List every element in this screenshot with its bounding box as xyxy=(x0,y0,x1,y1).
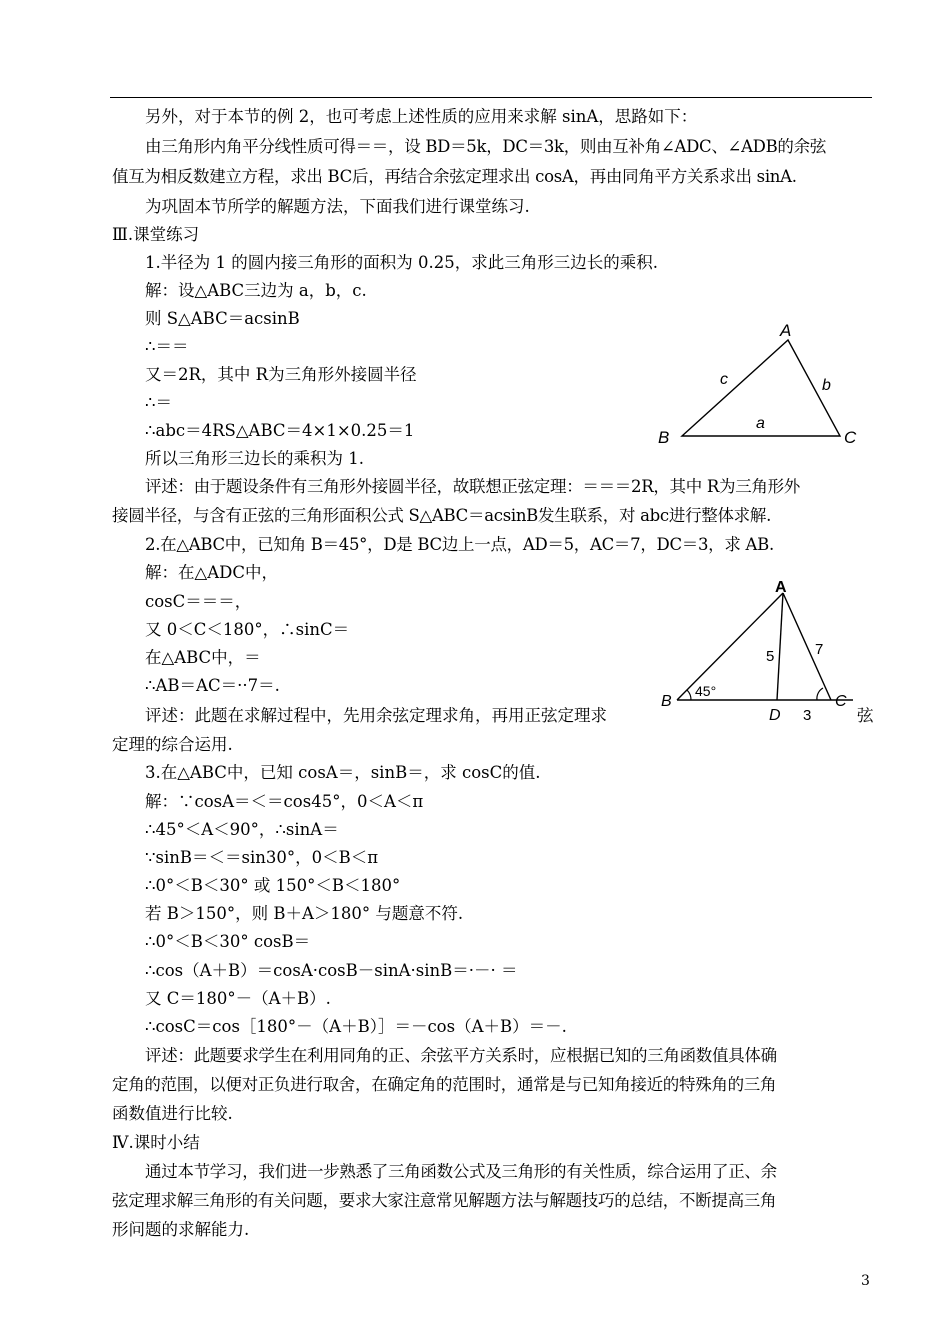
side-label-b: b xyxy=(822,377,831,394)
text-line: ∴＝＝ xyxy=(145,337,189,356)
text-line: 定理的综合运用. xyxy=(112,735,233,754)
problem-statement: 1.半径为 1 的圆内接三角形的面积为 0.25，求此三角形三边长的乘积. xyxy=(145,253,658,272)
text-line: 则 S△ABC＝acsinB xyxy=(145,309,300,328)
text-line: 评述：此题在求解过程中，先用余弦定理求角，再用正弦定理求 xyxy=(145,706,607,725)
segment-label-dc: 3 xyxy=(803,707,812,724)
header-rule xyxy=(110,97,872,98)
text-line: ∴＝ xyxy=(145,393,172,412)
text-line: ∴45°＜A＜90°，∴sinA＝ xyxy=(145,820,339,839)
text-line: ∴AB＝AC＝··7＝. xyxy=(145,676,280,695)
segment-label-ac: 7 xyxy=(815,641,824,658)
text-line: 解：∵cosA＝＜＝cos45°，0＜A＜π xyxy=(145,792,424,811)
text-line: 为巩固本节所学的解题方法，下面我们进行课堂练习. xyxy=(145,197,530,216)
text-line: 通过本节学习，我们进一步熟悉了三角函数公式及三角形的有关性质，综合运用了正、余 xyxy=(145,1162,777,1181)
text-line: 又＝2R，其中 R为三角形外接圆半径 xyxy=(145,365,417,384)
text-line: ∴0°＜B＜30° cosB＝ xyxy=(145,932,311,951)
problem-statement: 2.在△ABC中，已知角 B＝45°，D是 BC边上一点，AD＝5，AC＝7，DC＝3，求 AB. xyxy=(145,535,774,554)
side-label-a: a xyxy=(756,415,765,432)
triangle-abc-figure xyxy=(650,318,870,448)
page-number: 3 xyxy=(861,1273,870,1289)
vertex-label-c: C xyxy=(844,428,857,447)
text-line: 值互为相反数建立方程，求出 BC后，再结合余弦定理求出 cosA，再由同角平方关系求出 sinA. xyxy=(112,167,797,186)
segment-label-ad: 5 xyxy=(766,648,775,665)
text-line: ∴cos（A＋B）＝cosA·cosB－sinA·sinB＝·－· ＝ xyxy=(145,961,518,980)
text-line: 评述：此题要求学生在利用同角的正、余弦平方关系时，应根据已知的三角函数值具体确 xyxy=(145,1046,777,1065)
text-line: 另外，对于本节的例 2，也可考虑上述性质的应用来求解 sinA，思路如下： xyxy=(145,107,698,126)
side-label-c: c xyxy=(720,371,728,388)
vertex-label-b: B xyxy=(661,693,672,710)
section-heading: Ⅲ.课堂练习 xyxy=(112,225,200,244)
text-line: 函数值进行比较. xyxy=(112,1104,233,1123)
text-line: 形问题的求解能力. xyxy=(112,1220,250,1239)
text-line: 又 C＝180°－（A＋B）. xyxy=(145,989,331,1008)
text-line: cosC＝＝＝， xyxy=(145,592,252,611)
problem-statement: 3.在△ABC中，已知 cosA＝，sinB＝，求 cosC的值. xyxy=(145,763,541,782)
section-heading: Ⅳ.课时小结 xyxy=(112,1133,200,1152)
vertex-label-d: D xyxy=(769,707,781,724)
text-line: 所以三角形三边长的乘积为 1. xyxy=(145,449,364,468)
text-line: 又 0＜C＜180°，∴sinC＝ xyxy=(145,620,350,639)
text-line: 解：在△ADC中， xyxy=(145,563,278,582)
text-line: 弦定理求解三角形的有关问题，要求大家注意常见解题方法与解题技巧的总结，不断提高三角 xyxy=(112,1191,777,1210)
vertex-label-b: B xyxy=(658,428,670,447)
text-line: 由三角形内角平分线性质可得＝＝，设 BD＝5k，DC＝3k，则由互补角∠ADC、∠ADB的余弦 xyxy=(145,137,827,156)
text-line: ∴0°＜B＜30° 或 150°＜B＜180° xyxy=(145,876,401,895)
text-line: 接圆半径，与含有正弦的三角形面积公式 S△ABC＝acsinB发生联系，对 abc进行整体求解. xyxy=(112,506,772,525)
text-line: 若 B＞150°，则 B＋A＞180° 与题意不符. xyxy=(145,904,464,923)
text-line: 评述：由于题设条件有三角形外接圆半径，故联想正弦定理：＝＝＝2R，其中 R为三角形外 xyxy=(145,477,800,496)
vertex-label-a: A xyxy=(775,579,787,596)
text-line: ∵sinB＝＜＝sin30°，0＜B＜π xyxy=(145,848,379,867)
text-line: 在△ABC中，＝ xyxy=(145,648,261,667)
vertex-label-a: A xyxy=(780,321,792,340)
text-line: 解：设△ABC三边为 a，b，c. xyxy=(145,281,367,300)
text-line: ∴abc＝4RS△ABC＝4×1×0.25＝1 xyxy=(145,421,415,440)
vertex-label-c: C xyxy=(835,693,847,710)
text-line: 弦 xyxy=(857,706,874,725)
text-line: 定角的范围，以便对正负进行取舍，在确定角的范围时，通常是与已知角接近的特殊角的三角 xyxy=(112,1075,777,1094)
triangle-abd-figure xyxy=(655,578,865,728)
text-line: ∴cosC＝cos［180°－（A＋B）］＝－cos（A＋B）＝－. xyxy=(145,1017,567,1036)
angle-label: 45° xyxy=(695,683,717,699)
